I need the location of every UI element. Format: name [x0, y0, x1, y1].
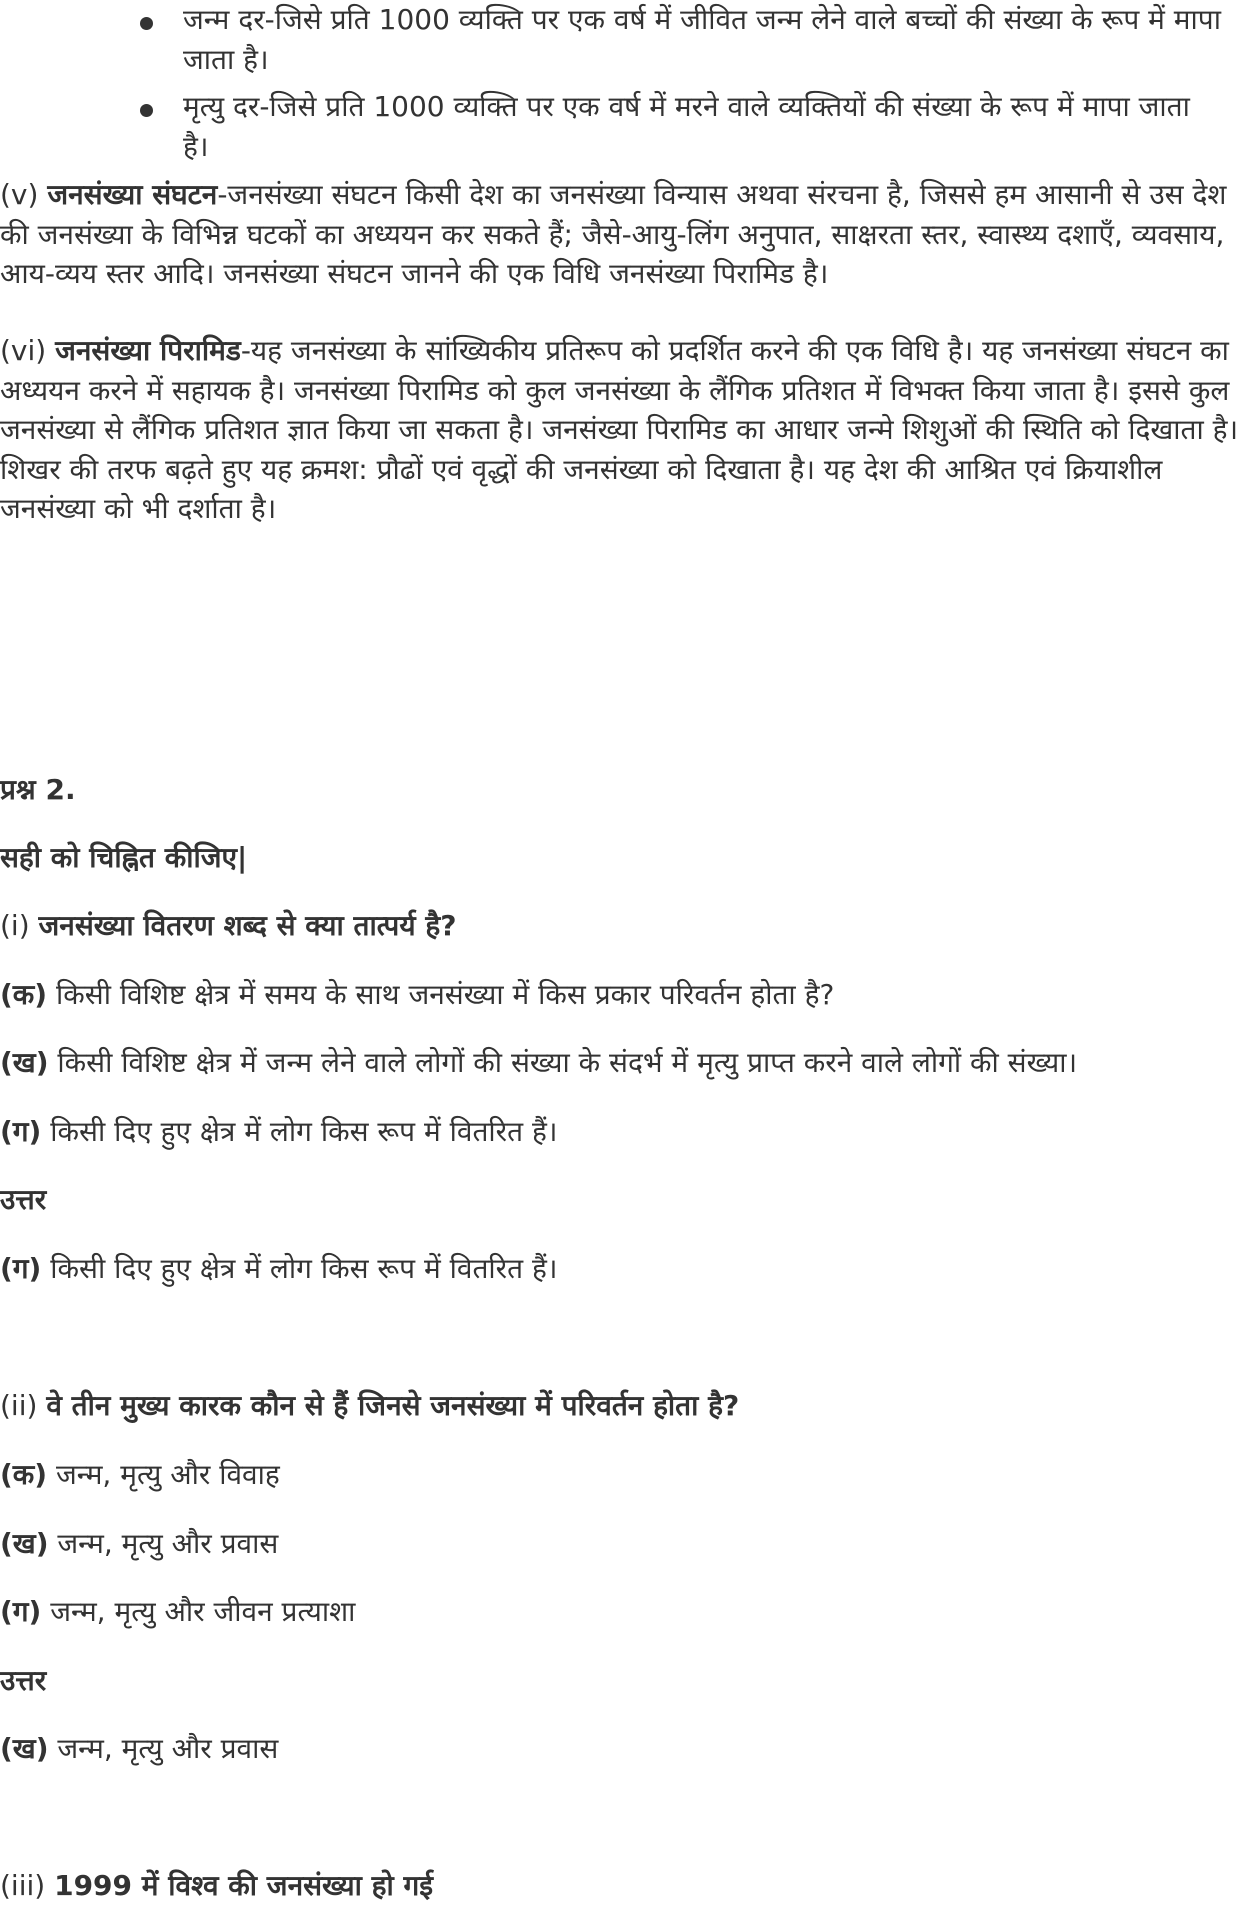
option-text: जन्म, मृत्यु और विवाह — [47, 1458, 280, 1491]
option-label: (ख) — [0, 1527, 49, 1560]
answer-body: किसी दिए हुए क्षेत्र में लोग किस रूप में वितरित हैं। — [41, 1252, 558, 1285]
option-text: जन्म, मृत्यु और जीवन प्रत्याशा — [41, 1595, 356, 1628]
section-body: -जनसंख्या संघटन किसी देश का जनसंख्या विन्यास अथवा संरचना है, जिससे हम आसानी से उस देश की जनसंख्या के विभिन्न घटकों का अध्ययन कर सकते हैं; जैसे-आयु-लिंग अनुपात, साक्षरता स्तर, स्वास्थ्य दशाएँ, व्यवसाय, आय-व्यय स्तर आदि। जनसंख्या संघटन जानने की एक विधि जनसंख्या पिरामिड है। — [0, 178, 1227, 290]
answer-label: (ग) — [0, 1252, 42, 1285]
section-number: (vi) — [0, 334, 56, 367]
answer-heading: उत्तर — [0, 1664, 47, 1697]
option-ka — [0, 1455, 280, 1495]
bullet-item-birth-rate — [183, 0, 1223, 80]
option-text: किसी दिए हुए क्षेत्र में लोग किस रूप में वितरित हैं। — [41, 1115, 558, 1148]
question-instruction: सही को चिह्नित कीजिए| — [0, 841, 248, 874]
answer-heading: उत्तर — [0, 1183, 47, 1216]
sub-question-text: जनसंख्या वितरण शब्द से क्या तात्पर्य है? — [38, 909, 457, 942]
sub-question-text: 1999 में विश्व की जनसंख्या हो गई — [54, 1869, 434, 1902]
option-label: (क) — [0, 978, 48, 1011]
bullet-text: जन्म दर-जिसे प्रति 1000 व्यक्ति पर एक वर्ष में जीवित जन्म लेने वाले बच्चों की संख्या के रूप में मापा जाता है। — [183, 3, 1221, 76]
option-text: जन्म, मृत्यु और प्रवास — [48, 1527, 279, 1560]
option-ka — [0, 975, 834, 1015]
bullet-icon — [140, 104, 153, 117]
sub-question-number: (i) — [0, 909, 39, 942]
section-population-composition — [0, 175, 1250, 294]
section-population-pyramid — [0, 331, 1250, 529]
bullet-item-death-rate — [183, 87, 1223, 167]
section-body: -यह जनसंख्या के सांख्यिकीय प्रतिरूप को प्रदर्शित करने की एक विधि है। यह जनसंख्या संघटन का अध्ययन करने में सहायक है। जनसंख्या पिरामिड को कुल जनसंख्या के लैंगिक प्रतिशत में विभक्त किया जाता है। इससे कुल जनसंख्या से लैंगिक प्रतिशत ज्ञात किया जा सकता है। जनसंख्या पिरामिड का आधार जन्मे शिशुओं की स्थिति को दिखाता है। शिखर की तरफ बढ़ते हुए यह क्रमश: प्रौढों एवं वृद्धों की जनसंख्या को दिखाता है। यह देश की आश्रित एवं क्रियाशील जनसंख्या को भी दर्शाता है। — [0, 334, 1239, 525]
option-kha — [0, 1524, 278, 1564]
option-label: (ग) — [0, 1115, 42, 1148]
sub-question-number: (ii) — [0, 1389, 47, 1422]
option-ga — [0, 1112, 557, 1152]
sub-question-text: वे तीन मुख्य कारक कौन से हैं जिनसे जनसंख्या में परिवर्तन होता है? — [46, 1389, 740, 1422]
bullet-text: मृत्यु दर-जिसे प्रति 1000 व्यक्ति पर एक वर्ष में मरने वाले व्यक्तियों की संख्या के रूप में मापा जाता है। — [183, 90, 1190, 163]
option-ga — [0, 1592, 355, 1632]
option-label: (ग) — [0, 1595, 42, 1628]
sub-question-iii — [0, 1866, 433, 1906]
section-number: (v) — [0, 178, 48, 211]
answer-text — [0, 1249, 557, 1289]
answer-text — [0, 1729, 278, 1769]
option-text: किसी विशिष्ट क्षेत्र में समय के साथ जनसंख्या में किस प्रकार परिवर्तन होता है? — [47, 978, 835, 1011]
question-heading: प्रश्न 2. — [0, 773, 76, 806]
option-kha — [0, 1043, 1077, 1083]
section-term: जनसंख्या पिरामिड — [55, 334, 241, 367]
option-label: (ख) — [0, 1046, 49, 1079]
sub-question-number: (iii) — [0, 1869, 55, 1902]
answer-label: (ख) — [0, 1732, 49, 1765]
section-term: जनसंख्या संघटन — [47, 178, 218, 211]
bullet-icon — [140, 17, 153, 30]
option-label: (क) — [0, 1458, 48, 1491]
answer-body: जन्म, मृत्यु और प्रवास — [48, 1732, 279, 1765]
sub-question-ii — [0, 1386, 739, 1426]
sub-question-i — [0, 906, 456, 946]
option-text: किसी विशिष्ट क्षेत्र में जन्म लेने वाले लोगों की संख्या के संदर्भ में मृत्यु प्राप्त करने वाले लोगों की संख्या। — [48, 1046, 1078, 1079]
